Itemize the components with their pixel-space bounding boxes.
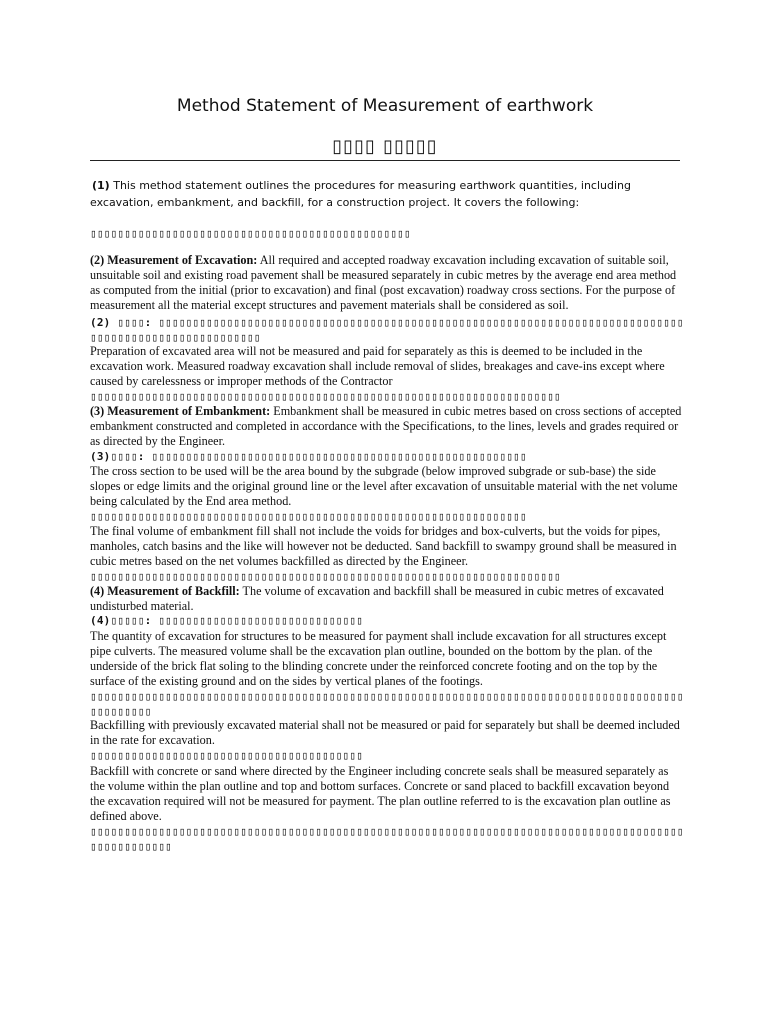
excavation-preparation-paragraph: Preparation of excavated area will not be measured and paid for separately as this is deemed to be included in the excavation work. Measured roadway excavation shall include removal of slides, breakages and cave-ins except where caused by carelessness or improper methods of the Contractor bbox=[90, 344, 665, 388]
excavation-foreign-text: ▯▯▯▯▯▯▯▯▯▯▯▯▯▯▯▯▯▯▯▯▯▯▯▯▯▯▯▯▯▯▯▯▯▯▯▯▯▯▯▯▯▯▯▯▯▯▯▯▯▯▯▯▯▯▯▯▯▯▯▯▯▯▯▯▯▯▯▯▯▯▯▯▯▯▯▯▯▯▯▯▯▯▯▯▯▯▯▯▯▯▯▯▯▯▯▯▯▯▯▯▯▯ bbox=[90, 316, 684, 344]
title-divider bbox=[90, 160, 680, 161]
document-title: Method Statement of Measurement of earthwork bbox=[176, 96, 594, 116]
embankment-heading: (3) Measurement of Embankment: bbox=[90, 404, 271, 418]
embankment-foreign-text: ▯▯▯▯▯▯▯▯▯▯▯▯▯▯▯▯▯▯▯▯▯▯▯▯▯▯▯▯▯▯▯▯▯▯▯▯▯▯▯▯▯▯▯▯▯▯▯▯▯▯▯▯▯▯▯ bbox=[151, 450, 527, 463]
backfill-structures-paragraph: The quantity of excavation for structures to be measured for payment shall include excavation for all structures except pipe culverts. The measured volume shall be the excavation plan outline, bounded on the bottom by the plan. of the underside of the brick flat soling to the blinding concrete under the reinforced concrete footing and on the top by the surface of the existing ground and on the sides by vertical planes of the footings. bbox=[90, 629, 667, 688]
embankment-cross-section-foreign: ▯▯▯▯▯▯▯▯▯▯▯▯▯▯▯▯▯▯▯▯▯▯▯▯▯▯▯▯▯▯▯▯▯▯▯▯▯▯▯▯▯▯▯▯▯▯▯▯▯▯▯▯▯▯▯▯▯▯▯▯▯▯▯▯ bbox=[90, 510, 527, 523]
excavation-foreign-paragraph bbox=[90, 315, 684, 345]
embankment-final-volume-foreign: ▯▯▯▯▯▯▯▯▯▯▯▯▯▯▯▯▯▯▯▯▯▯▯▯▯▯▯▯▯▯▯▯▯▯▯▯▯▯▯▯▯▯▯▯▯▯▯▯▯▯▯▯▯▯▯▯▯▯▯▯▯▯▯▯▯▯▯▯▯ bbox=[90, 570, 561, 583]
embankment-final-volume-paragraph: The final volume of embankment fill shall not include the voids for bridges and box-culverts, but the voids for pipes, manholes, catch basins and the like will however not be deducted. Sand backfill to swampy ground shall be measured in cubic metres based on the net volumes backfilled as directed by the Engineer. bbox=[90, 524, 677, 568]
backfill-text: The volume of excavation and backfill shall be measured in cubic metres of excavated undisturbed material. bbox=[90, 584, 664, 613]
intro-paragraph bbox=[90, 177, 680, 211]
embankment-paragraph bbox=[90, 404, 684, 449]
excavation-heading: (2) Measurement of Excavation: bbox=[90, 253, 258, 267]
embankment-foreign-heading: (3)▯▯▯▯: bbox=[90, 450, 145, 463]
backfill-structures-foreign: ▯▯▯▯▯▯▯▯▯▯▯▯▯▯▯▯▯▯▯▯▯▯▯▯▯▯▯▯▯▯▯▯▯▯▯▯▯▯▯▯▯▯▯▯▯▯▯▯▯▯▯▯▯▯▯▯▯▯▯▯▯▯▯▯▯▯▯▯▯▯▯▯▯▯▯▯▯▯▯▯▯▯▯▯▯▯▯▯▯▯▯▯▯▯▯▯ bbox=[90, 690, 684, 718]
backfill-foreign-paragraph bbox=[90, 613, 684, 628]
backfill-concrete-paragraph: Backfill with concrete or sand where directed by the Engineer including concrete seals shall be measured separately as the volume within the plan outline and top and bottom surfaces. Concrete or sand placed to backfill excavation beyond the excavation required will not be measured for payment. The plan outline referred to is the excavation plan outline as defined above. bbox=[90, 764, 671, 823]
backfill-previous-material-foreign: ▯▯▯▯▯▯▯▯▯▯▯▯▯▯▯▯▯▯▯▯▯▯▯▯▯▯▯▯▯▯▯▯▯▯▯▯▯▯▯▯ bbox=[90, 749, 363, 762]
embankment-foreign-paragraph bbox=[90, 449, 684, 464]
backfill-paragraph bbox=[90, 584, 684, 614]
intro-foreign-text: ▯▯▯▯▯▯▯▯▯▯▯▯▯▯▯▯▯▯▯▯▯▯▯▯▯▯▯▯▯▯▯▯▯▯▯▯▯▯▯▯▯▯▯▯▯▯▯ bbox=[90, 227, 411, 240]
backfill-foreign-text: ▯▯▯▯▯▯▯▯▯▯▯▯▯▯▯▯▯▯▯▯▯▯▯▯▯▯▯▯▯▯ bbox=[158, 614, 363, 627]
embankment-cross-section-paragraph: The cross section to be used will be the area bound by the subgrade (below improved subgrade or sub-base) the side slopes or edge limits and the original ground line or the level after excavation of unsuitable material with the net volume being calculated by the End area method. bbox=[90, 464, 678, 508]
intro-text: This method statement outlines the procedures for measuring earthwork quantities, including excavation, embankment, and backfill, for a construction project. It covers the following: bbox=[90, 179, 631, 209]
excavation-paragraph bbox=[90, 253, 684, 313]
embankment-text: Embankment shall be measured in cubic metres based on cross sections of accepted embankment constructed and completed in accordance with the Specifications, to the lines, levels and grades required or as directed by the Engineer. bbox=[90, 404, 682, 448]
document-subtitle: ▯▯▯▯ ▯▯▯▯▯ bbox=[332, 136, 438, 157]
backfill-concrete-foreign: ▯▯▯▯▯▯▯▯▯▯▯▯▯▯▯▯▯▯▯▯▯▯▯▯▯▯▯▯▯▯▯▯▯▯▯▯▯▯▯▯▯▯▯▯▯▯▯▯▯▯▯▯▯▯▯▯▯▯▯▯▯▯▯▯▯▯▯▯▯▯▯▯▯▯▯▯▯▯▯▯▯▯▯▯▯▯▯▯▯▯▯▯▯▯▯▯▯▯▯ bbox=[90, 825, 684, 853]
backfill-foreign-heading: (4)▯▯▯▯▯: bbox=[90, 614, 152, 627]
excavation-preparation-foreign: ▯▯▯▯▯▯▯▯▯▯▯▯▯▯▯▯▯▯▯▯▯▯▯▯▯▯▯▯▯▯▯▯▯▯▯▯▯▯▯▯▯▯▯▯▯▯▯▯▯▯▯▯▯▯▯▯▯▯▯▯▯▯▯▯▯▯▯▯▯ bbox=[90, 390, 561, 403]
excavation-text: All required and accepted roadway excavation including excavation of suitable soil, unsuitable soil and existing road pavement shall be measured separately in cubic metres by the average end area method as computed from the initial (prior to excavation) and final (post excavation) roadway cross sections. For the purpose of measurement all the material except structures and pavement materials shall be considered as soil. bbox=[90, 253, 677, 312]
intro-number: (1) bbox=[92, 179, 110, 192]
backfill-previous-material-paragraph: Backfilling with previously excavated material shall not be measured or paid for separately but shall be deemed included in the rate for excavation. bbox=[90, 718, 680, 747]
backfill-heading: (4) Measurement of Backfill: bbox=[90, 584, 240, 598]
excavation-foreign-heading: (2) ▯▯▯▯: bbox=[90, 316, 152, 329]
